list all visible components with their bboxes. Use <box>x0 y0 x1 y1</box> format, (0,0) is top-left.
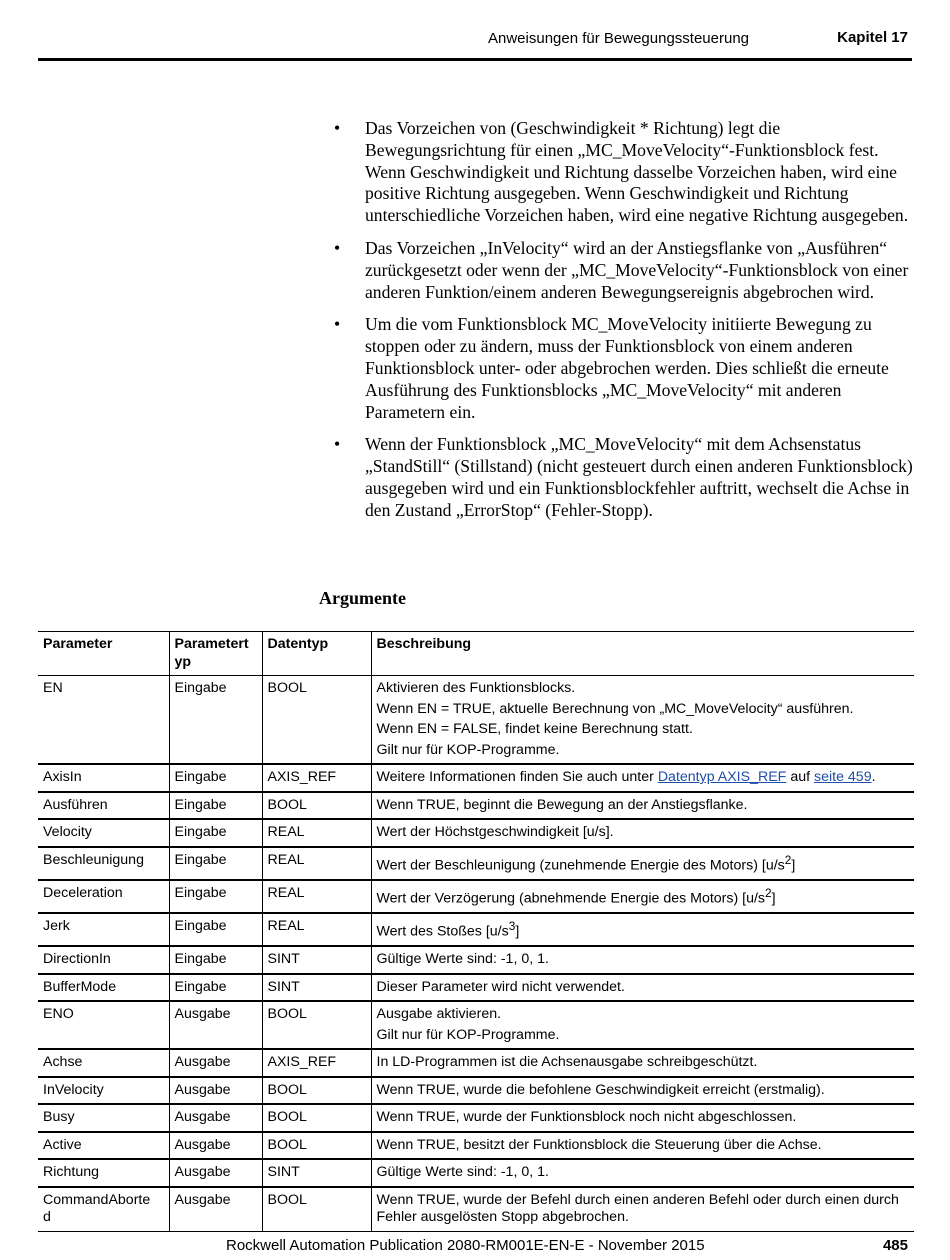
data-type: REAL <box>262 847 371 880</box>
param-type: Ausgabe <box>169 1104 262 1132</box>
description: Wert der Beschleunigung (zunehmende Energie des Motors) $[u/s^2]$ <box>371 847 914 880</box>
bullet-item: • Wenn der Funktionsblock „MC_MoveVelocity“ mit dem Achsenstatus „StandStill“ (Stillstand) (nicht gesteuert durch einen anderen Funktionsblock) ausgegeben wird und ein Funktionsblockfehler auftritt, wechselt die Achse in den Zustand „ErrorStop“ (Fehler-Stopp). <box>334 434 913 520</box>
param-name: ENO <box>43 1006 74 1023</box>
param-type: Eingabe <box>169 792 262 820</box>
data-type: BOOL <box>262 1077 371 1105</box>
description: Wenn TRUE, wurde der Befehl durch einen anderen Befehl oder durch einen durch Fehler ausgelösten Stopp abgebrochen. <box>371 1187 914 1232</box>
param-name: AxisIn <box>43 769 82 785</box>
param-type: Eingabe <box>169 819 262 847</box>
data-type: BOOL <box>262 676 371 765</box>
param-name: Ausführen <box>43 796 108 813</box>
table-row <box>38 880 914 913</box>
param-name: Jerk <box>43 917 70 934</box>
param-type: Ausgabe <box>169 1159 262 1187</box>
data-type: SINT <box>262 1159 371 1187</box>
table-row <box>38 792 914 820</box>
data-type: REAL <box>262 913 371 946</box>
description: Gültige Werte sind: -1, 0, 1. <box>371 946 914 974</box>
description: Wenn TRUE, wurde die befohlene Geschwindigkeit erreicht (erstmalig). <box>371 1077 914 1105</box>
param-type: Eingabe <box>169 676 262 765</box>
table-row <box>38 1132 914 1160</box>
description: Wenn TRUE, besitzt der Funktionsblock die Steuerung über die Achse. <box>371 1132 914 1160</box>
data-type: REAL <box>262 819 371 847</box>
description: Ausgabe aktivieren. Gilt nur für KOP-Programme. <box>371 1001 914 1049</box>
data-type: AXIS_REF <box>262 1049 371 1077</box>
param-name: Deceleration <box>43 884 123 901</box>
param-name: EN <box>43 680 63 696</box>
table-row <box>38 913 914 946</box>
param-name: Busy <box>43 1109 75 1126</box>
param-type: Eingabe <box>169 946 262 974</box>
param-type: Ausgabe <box>169 1077 262 1105</box>
description: Dieser Parameter wird nicht verwendet. <box>371 974 914 1002</box>
bullet-dot-icon: • <box>334 237 341 258</box>
data-type: BOOL <box>262 1132 371 1160</box>
param-name: CommandAborte d <box>43 1191 151 1226</box>
bullet-dot-icon: • <box>334 118 341 138</box>
param-type: Eingabe <box>169 847 262 880</box>
param-type: Eingabe <box>169 974 262 1002</box>
data-type: BOOL <box>262 1104 371 1132</box>
param-name: DirectionIn <box>43 951 111 968</box>
bullet-item: • Um die vom Funktionsblock MC_MoveVelocity initiierte Bewegung zu stoppen oder zu ändern, muss der Funktionsblock von einem anderen Funktionsblock unter- oder abgebrochen werden. Dies schließt die erneute Ausführung des Funktionsblocks „MC_MoveVelocity“ mit anderen Parametern ein. <box>334 314 889 422</box>
table-row <box>38 1159 914 1187</box>
description: In LD-Programmen ist die Achsenausgabe schreibgeschützt. <box>371 1049 914 1077</box>
table-row <box>38 1077 914 1105</box>
param-type: Ausgabe <box>169 1132 262 1160</box>
col-header-parametertyp: Parametert yp <box>169 632 262 676</box>
param-type: Ausgabe <box>169 1049 262 1077</box>
chapter-label: Kapitel 17 <box>837 29 908 46</box>
page-459-link[interactable]: seite 459 <box>814 769 872 785</box>
bullet-item: • Das Vorzeichen „InVelocity“ wird an der Anstiegsflanke von „Ausführen“ zurückgesetzt oder wenn der „MC_MoveVelocity“-Funktionsblock von einer anderen Funktion/einem anderen Bewegungsereignis abgebrochen wird. <box>334 237 909 302</box>
footer-publication: Rockwell Automation Publication 2080-RM001E-EN-E - November 2015 <box>226 1237 705 1254</box>
table-row <box>38 946 914 974</box>
param-type: Eingabe <box>169 913 262 946</box>
table-row <box>38 974 914 1002</box>
description: Wert der Höchstgeschwindigkeit [u/s]. <box>371 819 914 847</box>
description: Wert des Stoßes $[u/s^3]$ <box>371 913 914 946</box>
description: Aktivieren des Funktionsblocks. Wenn EN = TRUE, aktuelle Berechnung von „MC_MoveVelocity“ ausführen. Wenn EN = FALSE, findet keine Berechnung statt. Gilt nur für KOP-Programme. <box>371 676 914 765</box>
param-name: Active <box>43 1136 82 1153</box>
param-name: Achse <box>43 1054 83 1071</box>
table-row <box>38 1049 914 1077</box>
col-header-beschreibung: Beschreibung <box>371 632 914 676</box>
param-name: Richtung <box>43 1164 99 1181</box>
data-type: REAL <box>262 880 371 913</box>
param-type: Eingabe <box>169 764 262 792</box>
param-name: Velocity <box>43 824 92 840</box>
bullet-list <box>334 118 914 533</box>
bullet-dot-icon: • <box>334 434 341 455</box>
col-header-parameter: Parameter <box>43 636 113 652</box>
page-number: 485 <box>882 1237 908 1254</box>
page-header <box>38 0 912 61</box>
param-type: Eingabe <box>169 880 262 913</box>
param-name: BufferMode <box>43 978 117 995</box>
data-type: AXIS_REF <box>262 764 371 792</box>
param-type: Ausgabe <box>169 1001 262 1049</box>
table-row <box>38 819 914 847</box>
table-row <box>38 1187 914 1232</box>
arguments-table <box>38 631 914 1232</box>
description: Weitere Informationen finden Sie auch unter Datentyp AXIS_REF auf seite 459. <box>371 764 914 792</box>
bullet-dot-icon: • <box>334 314 341 335</box>
datentyp-axis-ref-link[interactable]: Datentyp AXIS_REF <box>657 769 787 785</box>
data-type: BOOL <box>262 1001 371 1049</box>
param-type: Ausgabe <box>169 1187 262 1232</box>
table-row <box>38 764 914 792</box>
table-row <box>38 1001 914 1049</box>
table-row <box>38 1104 914 1132</box>
param-name: InVelocity <box>43 1081 104 1098</box>
description: Wenn TRUE, wurde der Funktionsblock noch nicht abgeschlossen. <box>371 1104 914 1132</box>
description: Gültige Werte sind: -1, 0, 1. <box>371 1159 914 1187</box>
table-header-row <box>38 632 914 676</box>
data-type: BOOL <box>262 1187 371 1232</box>
param-name: Beschleunigung <box>43 851 144 868</box>
table-row <box>38 676 914 765</box>
col-header-datentyp: Datentyp <box>262 632 371 676</box>
bullet-item: • Das Vorzeichen von (Geschwindigkeit * Richtung) legt die Bewegungsrichtung für einen „MC_MoveVelocity“-Funktionsblock fest. Wenn Geschwindigkeit und Richtung dasselbe Vorzeichen haben, wird eine positive Richtung ausgegeben. Wenn Geschwindigkeit und Richtung unterschiedliche Vorzeichen haben, wird eine negative Richtung ausgegeben. <box>334 118 909 226</box>
section-title: Anweisungen für Bewegungssteuerung <box>488 30 750 47</box>
table-row <box>38 847 914 880</box>
data-type: BOOL <box>262 792 371 820</box>
data-type: SINT <box>262 974 371 1002</box>
arguments-heading: Argumente <box>319 588 406 608</box>
data-type: SINT <box>262 946 371 974</box>
description: Wert der Verzögerung (abnehmende Energie des Motors) $[u/s^2]$ <box>371 880 914 913</box>
description: Wenn TRUE, beginnt die Bewegung an der Anstiegsflanke. <box>371 792 914 820</box>
